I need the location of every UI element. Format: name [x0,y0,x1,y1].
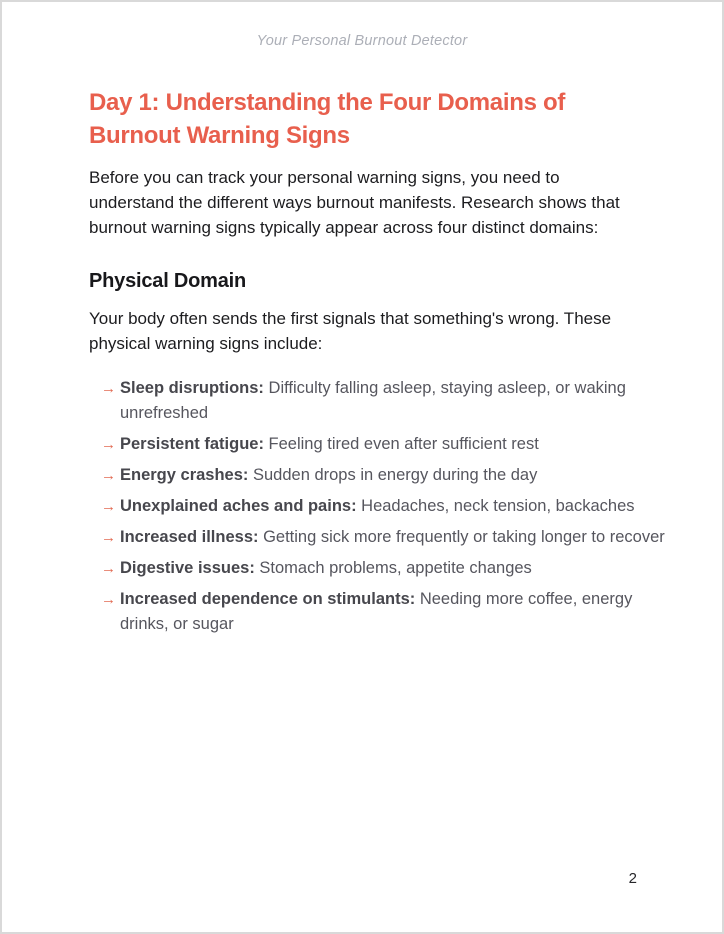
list-item-label: Digestive issues: [120,559,255,577]
page-title: Day 1: Understanding the Four Domains of Burnout Warning Signs [89,89,566,149]
list-item-label: Persistent fatigue: [120,435,264,453]
list-item-sleep-disruptions [101,376,676,426]
warning-signs-list [101,376,676,637]
list-item-text: Getting sick more frequently or taking longer to recover [258,528,665,546]
list-item-text: Headaches, neck tension, backaches [356,497,635,515]
list-item-digestive-issues [101,556,676,581]
list-item-text: Feeling tired even after sufficient rest [263,435,539,453]
list-item-increased-illness [101,525,676,550]
intro-paragraph: Before you can track your personal warning signs, you need to understand the different ways burnout manifests. Research shows that burnout warning signs typically appear across four distinct domains: [89,168,620,237]
list-item-label: Increased illness: [120,528,259,546]
running-header: Your Personal Burnout Detector [256,33,468,49]
list-item-label: Unexplained aches and pains: [120,497,357,515]
list-item-text: Needing more coffee, energy drinks, or sugar [120,590,633,633]
list-item-label: Energy crashes: [120,466,249,484]
list-item-label: Increased dependence on stimulants: [120,590,416,608]
arrow-bullet-icon: → [101,560,116,577]
list-item-stimulant-dependence [101,587,676,637]
page-number: 2 [628,870,637,887]
section-title-physical-domain: Physical Domain [89,270,247,292]
list-item-persistent-fatigue [101,432,676,457]
section-lead-paragraph: Your body often sends the first signals that something's wrong. These physical warning signs include: [89,309,612,353]
list-item-label: Sleep disruptions: [120,379,264,397]
list-item-unexplained-aches [101,494,676,519]
arrow-bullet-icon: → [101,529,116,546]
list-item-text: Sudden drops in energy during the day [248,466,538,484]
arrow-bullet-icon: → [101,591,116,608]
arrow-bullet-icon: → [101,436,116,453]
list-item-text: Stomach problems, appetite changes [254,559,532,577]
list-item-energy-crashes [101,463,676,488]
arrow-bullet-icon: → [101,467,116,484]
arrow-bullet-icon: → [101,498,116,515]
arrow-bullet-icon: → [101,380,116,397]
list-item-text: Difficulty falling asleep, staying asleep, or waking unrefreshed [120,379,626,422]
